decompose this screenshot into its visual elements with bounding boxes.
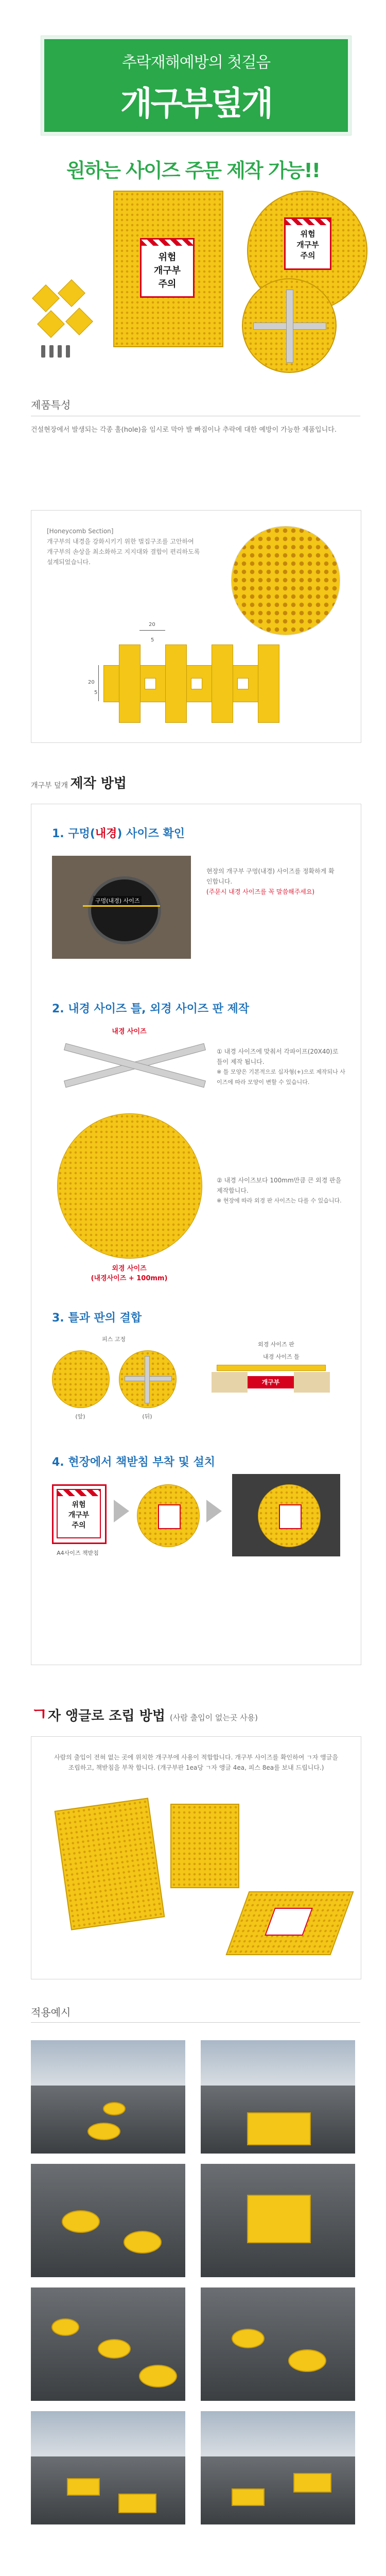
bolt-icon xyxy=(66,345,70,358)
dimension-label: 20 xyxy=(149,622,155,628)
photo-sky xyxy=(31,2040,185,2086)
honeycomb-text-block xyxy=(47,526,201,567)
photo-sky xyxy=(201,2040,355,2086)
step2-note2 xyxy=(217,1175,345,1206)
cover-shape xyxy=(232,2329,265,2348)
photo-deck xyxy=(31,2164,185,2277)
corner-piece xyxy=(58,279,85,307)
honeycomb-text: 개구부의 내경을 강화시키기 위한 벌집구조를 고안하여 개구부의 손상을 최소화하고 지지대와 결합이 편리하도록 설계되었습니다. xyxy=(47,538,200,566)
photo-sky xyxy=(201,2411,355,2456)
a4-sign xyxy=(52,1484,107,1544)
step1-label-highlight: 내경 xyxy=(95,827,117,840)
step2-note1-sub: ※ 틀 모양은 기본적으로 십자형(+)으로 제작되나 사이즈에 따라 모양이 변할 수 있습니다. xyxy=(217,1069,345,1086)
dimension-label: 5 xyxy=(94,690,98,696)
step1-label-post: ) 사이즈 확인 xyxy=(117,827,185,840)
angle-subtitle: (사람 출입이 없는곳 사용) xyxy=(170,1713,258,1722)
attached-sign xyxy=(279,1504,302,1529)
bolt-icon xyxy=(49,345,54,358)
plate-with-sign xyxy=(137,1484,200,1547)
sign-line: 주의 xyxy=(300,251,315,260)
bolt-icon xyxy=(41,345,45,358)
process-panel xyxy=(31,804,361,1665)
outer-plate xyxy=(57,1113,202,1259)
outer-size-formula: (내경사이즈 + 100mm) xyxy=(91,1275,168,1282)
custom-order-tagline: 원하는 사이즈 주문 제작 가능!! xyxy=(66,159,320,182)
process-title-small: 개구부 덮개 xyxy=(31,782,68,790)
cover-shape xyxy=(51,2318,79,2336)
example-photo xyxy=(31,2040,185,2154)
hazard-stripes xyxy=(142,240,193,246)
sign-line: 개구부 xyxy=(153,265,181,276)
example-photo xyxy=(201,2164,355,2277)
angle-cover-flipped xyxy=(55,1798,165,1930)
assembly-diagram xyxy=(212,1340,330,1397)
process-title xyxy=(31,773,127,792)
example-photo xyxy=(201,2287,355,2401)
angle-mark: ㄱ xyxy=(31,1704,48,1725)
corner-piece xyxy=(32,284,60,312)
photo-label: 구멍(내경) 사이즈 xyxy=(93,896,142,905)
sign-line: 위험 xyxy=(158,252,177,263)
cover-shape xyxy=(118,2494,156,2513)
angle-method-panel xyxy=(31,1736,361,1979)
step4-title: 4. 현장에서 책받침 부착 및 설치 xyxy=(52,1456,215,1469)
photo-sky xyxy=(31,2411,185,2456)
cover-shape xyxy=(247,2112,311,2145)
step2-note1-text: ① 내경 사이즈에 맞춰서 각파이프(20X40)로 틀이 제작 됩니다. xyxy=(217,1048,339,1065)
example-photo xyxy=(31,2164,185,2277)
warning-sign xyxy=(57,1489,101,1538)
sign-line: 주의 xyxy=(158,279,177,290)
dimension-line xyxy=(139,630,165,631)
plate-back xyxy=(119,1350,177,1408)
manhole-ring xyxy=(88,876,161,944)
front-caption: (앞) xyxy=(75,1413,85,1420)
divider xyxy=(31,2022,360,2023)
cell-post xyxy=(212,645,233,723)
step1-title xyxy=(52,825,185,841)
installed-cover xyxy=(258,1484,321,1547)
ground-right xyxy=(294,1372,330,1393)
step3-title: 3. 틀과 판의 결합 xyxy=(52,1312,142,1325)
photo-deck xyxy=(201,2456,355,2524)
step1-note xyxy=(206,866,340,897)
sign-line: 위험 xyxy=(300,229,315,239)
hazard-stripes xyxy=(58,1490,100,1496)
photo-deck xyxy=(31,2456,185,2524)
bolt-fix-label: 피스 고정 xyxy=(101,1336,126,1343)
banner-subtitle: 추락재해예방의 첫걸음 xyxy=(121,54,271,72)
angle-method-title xyxy=(31,1700,258,1725)
cover-shape xyxy=(67,2478,100,2496)
photo-deck xyxy=(31,2086,185,2154)
measure-arrow xyxy=(83,905,160,907)
cell-post xyxy=(258,645,279,723)
manhole-photo xyxy=(52,856,191,959)
opening-label: 개구부 xyxy=(248,1376,294,1388)
sign-line: 위험 xyxy=(72,1501,86,1509)
arrow-right-icon xyxy=(114,1500,129,1522)
features-title: 제품특성 xyxy=(31,399,71,411)
step1-note-red: (주문시 내경 사이즈를 꼭 말씀해주세요) xyxy=(206,888,315,895)
warning-sign xyxy=(284,217,331,270)
honeycomb-panel xyxy=(31,510,361,743)
honeycomb-heading: [Honeycomb Section] xyxy=(47,528,114,535)
cell-hole xyxy=(191,678,202,689)
plate-front xyxy=(52,1350,110,1408)
example-photo xyxy=(31,2411,185,2524)
cell-post xyxy=(119,645,141,723)
cover-shape xyxy=(232,2488,265,2506)
example-photo xyxy=(31,2287,185,2401)
cover-shape xyxy=(62,2210,100,2233)
example-photo xyxy=(201,2411,355,2524)
angle-method-text: 사람의 출입이 전혀 없는 곳에 위치한 개구부에 사용이 적합합니다. 개구부 사이즈를 확인하여 ㄱ자 앵글을 조립하고, 책받침을 부착 합니다. (개구부판 1ea당 ㄱ자 앵글 4ea, 피스 8ea를 보내 드립니다.) xyxy=(54,1754,338,1771)
step2-note1 xyxy=(217,1046,345,1088)
cover-shape xyxy=(87,2123,120,2140)
cell-hole xyxy=(145,678,156,689)
sign-line: 개구부 xyxy=(68,1511,90,1519)
step1-note-text: 현장의 개구부 구멍(내경) 사이즈를 정확하게 확인합니다. xyxy=(206,868,335,885)
photo-deck xyxy=(201,2287,355,2401)
cover-shape xyxy=(247,2195,311,2243)
cross-frame xyxy=(286,290,293,363)
title-banner xyxy=(41,36,351,135)
features-description: 건설현장에서 발생되는 각종 홀(hole)을 임시로 막아 발 빠짐이나 추락에 대한 예방이 가능한 제품입니다. xyxy=(31,426,337,434)
bolt-icon xyxy=(58,345,62,358)
examples-title: 적용예시 xyxy=(31,2006,71,2019)
sign-line: 주의 xyxy=(72,1521,86,1530)
angle-cover-back xyxy=(170,1804,239,1888)
cross-frame xyxy=(145,1356,150,1403)
angle-cover-installed xyxy=(225,1891,354,1955)
dimension-line xyxy=(98,665,99,701)
step2-note2-text: ② 내경 사이즈보다 100mm만큼 큰 외경 판을 제작합니다. xyxy=(217,1177,342,1194)
hazard-stripes xyxy=(286,219,330,225)
warning-sign xyxy=(140,238,195,298)
dimension-label: 5 xyxy=(151,637,154,643)
honeycomb-texture xyxy=(232,527,340,635)
inner-size-label: 내경 사이즈 xyxy=(112,1028,147,1036)
cover-shape xyxy=(124,2231,162,2253)
corner-piece xyxy=(37,310,65,338)
installed-photo xyxy=(232,1474,340,1556)
banner-title: 개구부덮개 xyxy=(120,85,272,123)
cover-shape xyxy=(288,2349,326,2372)
round-cover-back xyxy=(242,278,337,373)
honeycomb-diagram xyxy=(88,622,278,727)
process-title-big: 제작 방법 xyxy=(70,776,127,791)
attached-sign xyxy=(158,1504,181,1529)
step2-title: 2. 내경 사이즈 틀, 외경 사이즈 판 제작 xyxy=(52,1003,250,1015)
angle-title: 자 앵글로 조립 방법 xyxy=(47,1708,165,1724)
step1-label-pre: 1. 구멍( xyxy=(52,827,95,840)
cell-post xyxy=(165,645,187,723)
ground-left xyxy=(212,1372,248,1393)
features-section xyxy=(31,397,360,436)
a4-sign-label: A4사이즈 책받침 xyxy=(57,1550,99,1556)
cover-shape xyxy=(98,2339,131,2359)
attached-sign xyxy=(265,1908,313,1936)
cover-shape xyxy=(103,2102,126,2115)
honeycomb-zoom xyxy=(231,526,340,635)
plate-side xyxy=(217,1365,326,1371)
step2-note2-sub: ※ 현장에 따라 외경 판 사이즈는 다를 수 있습니다. xyxy=(217,1197,342,1204)
corner-piece xyxy=(65,308,93,335)
cover-shape xyxy=(139,2365,177,2387)
outer-size-text: 외경 사이즈 xyxy=(112,1265,147,1273)
example-photo xyxy=(201,2040,355,2154)
cover-shape xyxy=(293,2473,331,2493)
product-showcase xyxy=(31,191,360,366)
dimension-label: 20 xyxy=(88,680,95,685)
back-caption: (뒤) xyxy=(142,1413,152,1420)
sign-line: 개구부 xyxy=(296,240,319,249)
cell-hole xyxy=(237,678,249,689)
outer-size-label xyxy=(78,1263,181,1282)
rectangular-cover xyxy=(113,191,223,347)
arrow-right-icon xyxy=(206,1500,222,1522)
outer-plate-label: 외경 사이즈 판 xyxy=(258,1341,294,1348)
inner-frame-label: 내경 사이즈 틀 xyxy=(263,1353,300,1360)
